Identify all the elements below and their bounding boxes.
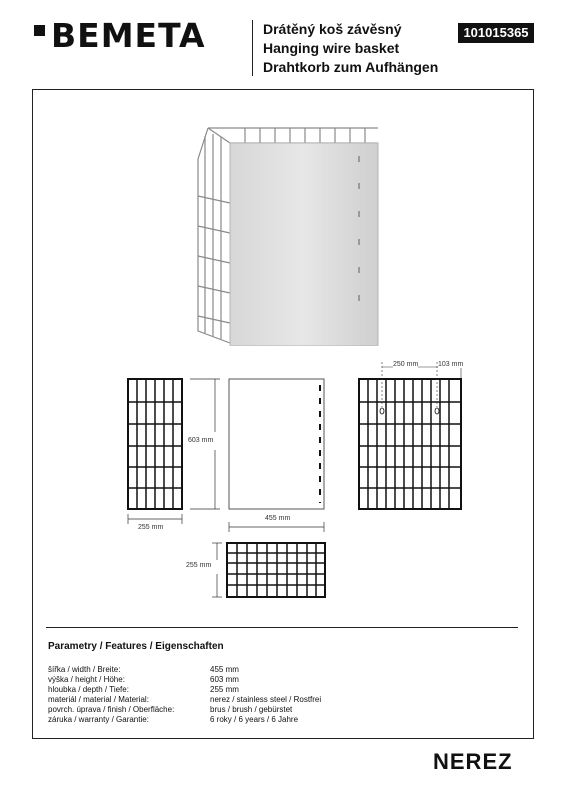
dim-front-width: 455 mm — [265, 515, 291, 522]
title-de: Drahtkorb zum Aufhängen — [263, 59, 439, 75]
feature-label: záruka / warranty / Garantie: — [48, 715, 149, 724]
feature-row — [48, 665, 348, 675]
feature-row — [48, 715, 348, 725]
feature-value: 255 mm — [210, 685, 239, 694]
feature-value: 603 mm — [210, 675, 239, 684]
features-divider — [46, 627, 518, 628]
dim-height: 603 mm — [188, 437, 214, 444]
feature-value: 455 mm — [210, 665, 239, 674]
feature-row — [48, 695, 348, 705]
feature-row — [48, 685, 348, 695]
features-table — [48, 665, 348, 725]
dim-top-depth: 255 mm — [186, 562, 212, 569]
feature-label: materiál / material / Material: — [48, 695, 149, 704]
feature-value: brus / brush / gebürstet — [210, 705, 293, 714]
dim-side-width: 255 mm — [138, 524, 164, 531]
feature-label: hloubka / depth / Tiefe: — [48, 685, 129, 694]
side-view — [128, 379, 182, 509]
dim-hole-offset: 103 mm — [438, 361, 464, 368]
feature-value: 6 roky / 6 years / 6 Jahre — [210, 715, 299, 724]
features-title: Parametry / Features / Eigenschaften — [48, 641, 224, 652]
material-label: NEREZ — [433, 749, 513, 774]
back-view — [359, 379, 461, 509]
feature-value: nerez / stainless steel / Rostfrei — [210, 695, 322, 704]
feature-row — [48, 675, 348, 685]
title-en: Hanging wire basket — [263, 40, 400, 56]
feature-row — [48, 705, 348, 715]
dim-hole-spacing: 250 mm — [393, 361, 419, 368]
front-view — [229, 379, 324, 509]
title-cz: Drátěný koš závěsný — [263, 21, 402, 37]
product-code: 101015365 — [458, 23, 534, 43]
feature-label: výška / height / Höhe: — [48, 675, 125, 684]
brand-name: BEMETA — [51, 16, 206, 55]
feature-label: povrch. úprava / finish / Oberfläche: — [48, 705, 175, 714]
top-view — [227, 543, 325, 597]
feature-label: šířka / width / Breite: — [48, 665, 121, 674]
